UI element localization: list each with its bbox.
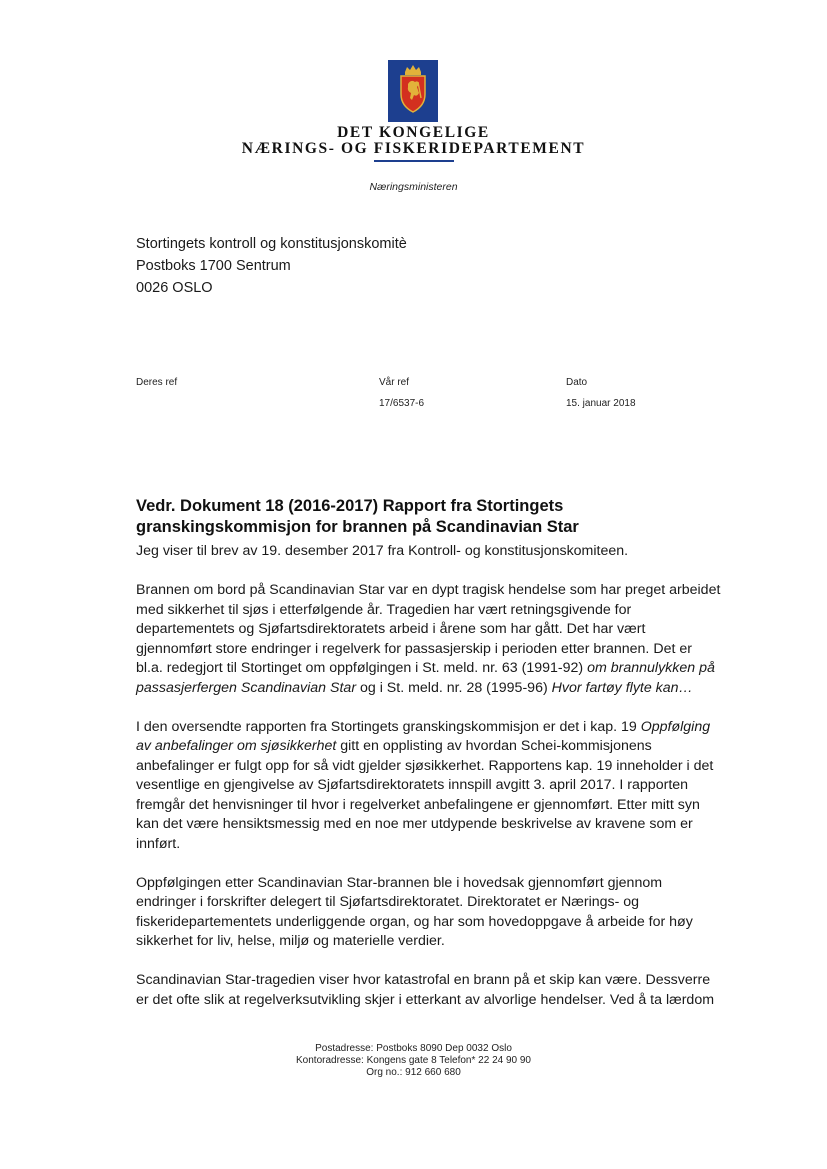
letterhead-top-rule <box>388 121 438 122</box>
coat-of-arms-icon <box>388 60 438 122</box>
var-ref-value: 17/6537-6 <box>379 398 425 409</box>
body-paragraph-4: Scandinavian Star-tragedien viser hvor katastrofal en brann på et skip kan være. Dessverre er det ofte slik at regelverksutvikling skjer i etterkant av alvorlige hendelser. Ved å ta lærdom <box>136 972 715 1008</box>
letter-body <box>136 542 746 1030</box>
intro-paragraph: Jeg viser til brev av 19. desember 2017 fra Kontroll- og konstitusjonskomiteen. <box>136 543 629 559</box>
recipient-address <box>136 233 407 299</box>
body-paragraph-2: I den oversendte rapporten fra Stortingets granskingskommisjon er det i kap. 19 Oppfølging av anbefalinger om sjøsikkerhet gitt en opplisting av hvordan Schei-kommisjonens anbefalinger er fulgt opp for så vidt gjelder sjøsikkerhet. Rapportens kap. 19 inneholder i det vesentlige en gjengivelse av Sjøfartsdirektoratets innspill avgitt 3. april 2017. I rapporten fremgår det henvisninger til hvor i regelverket anbefalingene er gjennomført. Etter mitt syn kan det være hensiktsmessig med en noe mer utdypende beskrivelse av kravene som er innført. <box>136 718 714 852</box>
body-paragraph-3: Oppfølgingen etter Scandinavian Star-brannen ble i hovedsak gjennomført gjennom endringer i forskrifter delegert til Sjøfartsdirektoratet. Direktoratet er Nærings- og fiskeridepartementets underliggende organ, og har som hovedoppgave å arbeide for høy sikkerhet for liv, helse, miljø og materielle verdier. <box>136 874 693 949</box>
subject-line: Vedr. Dokument 18 (2016-2017) Rapport fra Stortingets <box>136 497 564 515</box>
address-line: Stortingets kontroll og konstitusjonskomitè <box>136 236 407 252</box>
letterhead-bottom-rule <box>374 160 454 162</box>
ministry-name-line2: NÆRINGS- OG FISKERIDEPARTEMENT <box>241 140 586 157</box>
subject-line: granskingskommisjon for brannen på Scandinavian Star <box>136 518 579 536</box>
office-address: Kontoradresse: Kongens gate 8 Telefon* 22 24 90 90 <box>296 1055 531 1066</box>
org-number: Org no.: 912 660 680 <box>366 1067 461 1078</box>
letter-footer <box>230 1043 597 1079</box>
date-value: 15. januar 2018 <box>566 398 636 409</box>
letter-subject <box>136 496 736 538</box>
postal-address: Postadresse: Postboks 8090 Dep 0032 Oslo <box>315 1043 512 1054</box>
address-line: Postboks 1700 Sentrum <box>136 258 291 274</box>
date-label: Dato <box>566 377 588 388</box>
deres-ref-label: Deres ref <box>136 377 178 388</box>
body-paragraph-1: Brannen om bord på Scandinavian Star var en dypt tragisk hendelse som har preget arbeidet med sikkerhet til sjøs i etterfølgende år. Tragedien har vært retningsgivende for departementets og Sjøfartsdirektoratets arbeid i årene som har gått. Det har vært gjennomført store endringer i regelverk for passasjerskip i perioden etter brannen. Det er bl.a. redegjort til Stortinget om oppfølgingen i St. meld. nr. 63 (1991-92) om brannulykken på passasjerfergen Scandinavian Star og i St. meld. nr. 28 (1995-96) Hvor fartøy flyte kan… <box>136 582 721 696</box>
address-line: 0026 OSLO <box>136 280 213 296</box>
var-ref-label: Vår ref <box>379 377 410 388</box>
sender-title: Næringsministeren <box>369 181 458 193</box>
ministry-name-line1: DET KONGELIGE <box>337 124 490 141</box>
